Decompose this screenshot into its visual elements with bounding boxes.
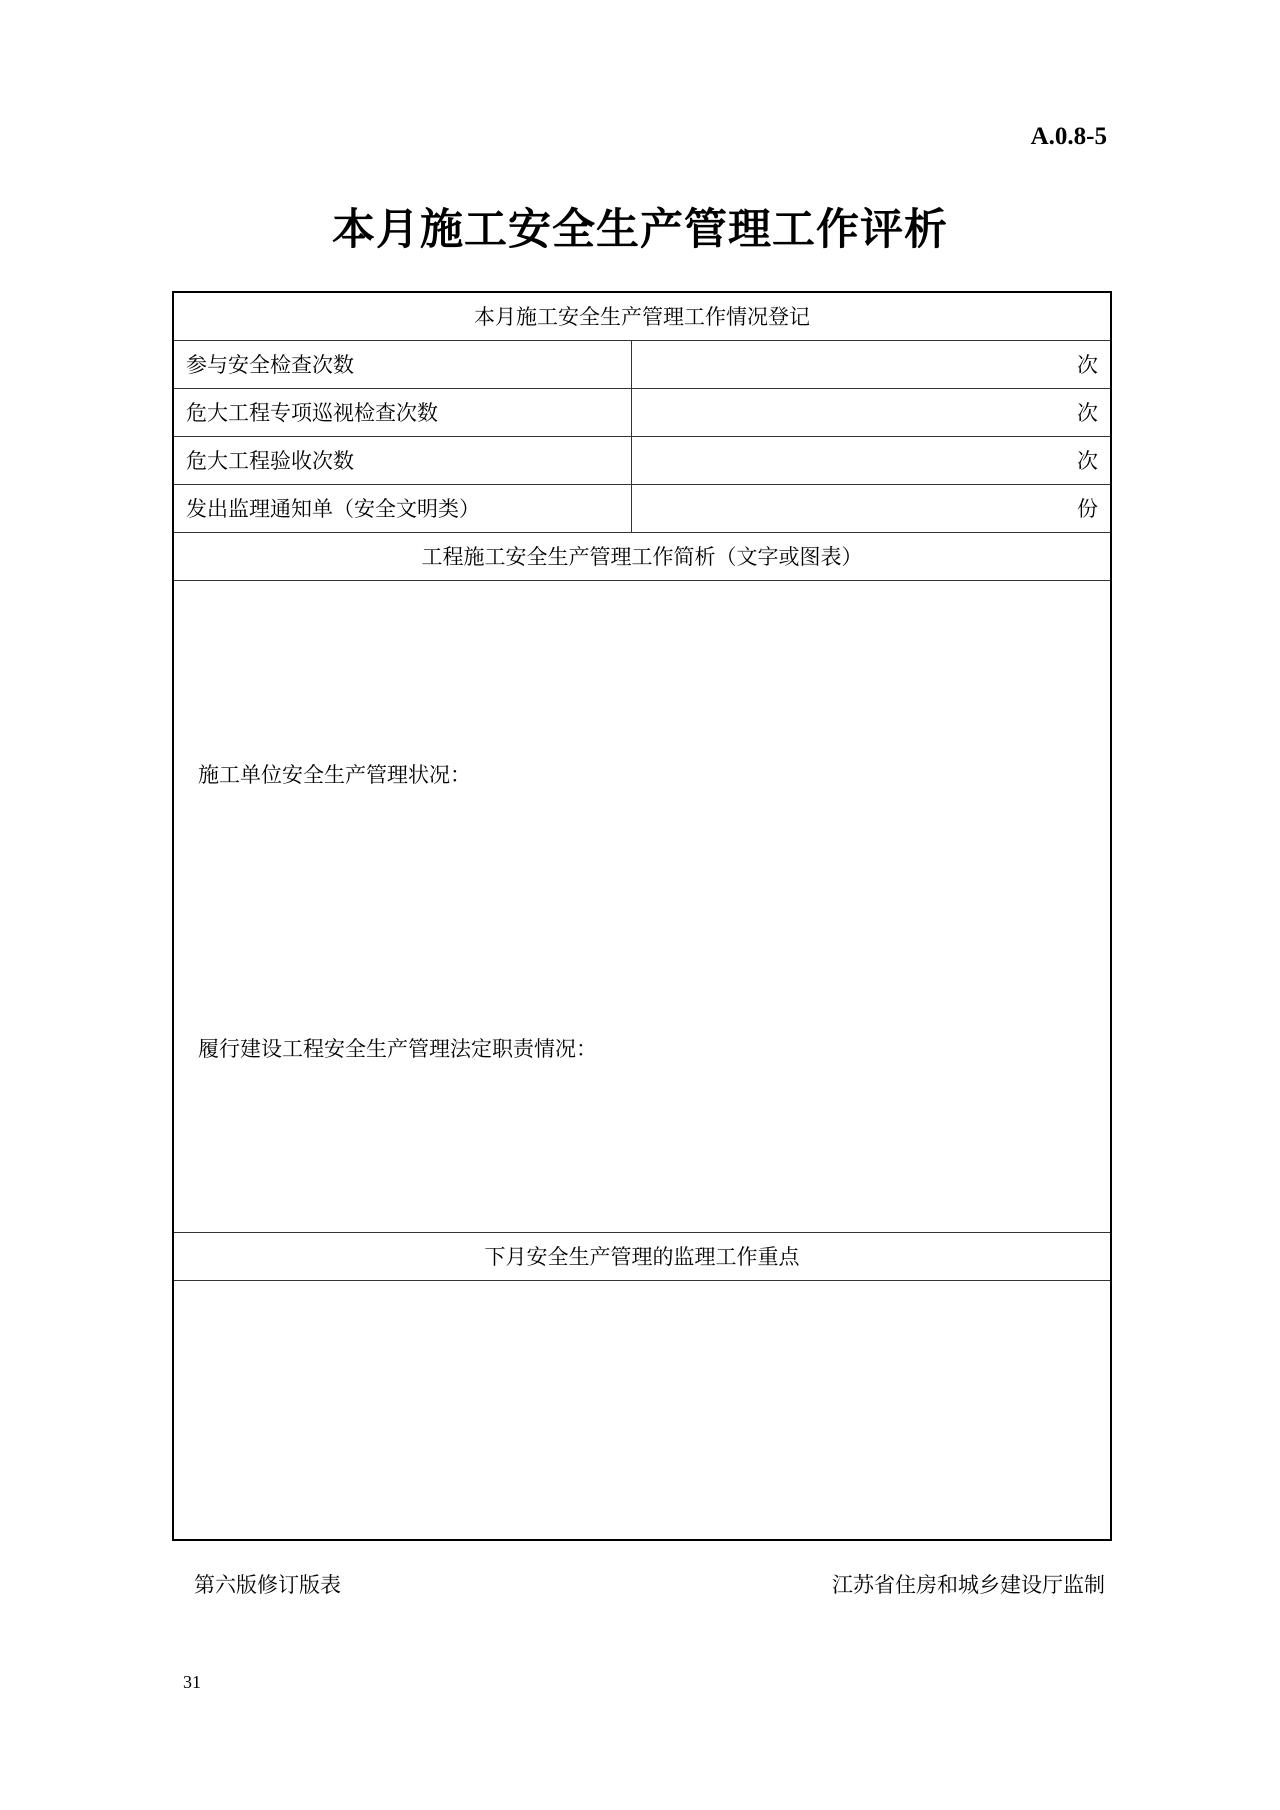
register-row-value-field[interactable]: [631, 340, 1111, 388]
analysis-content-row: [173, 580, 1111, 1232]
form-code: A.0.8-5: [1030, 123, 1107, 150]
contractor-safety-status-label: 施工单位安全生产管理状况：: [198, 763, 471, 787]
register-row-label: 危大工程验收次数: [173, 436, 631, 484]
register-row-value-field[interactable]: [631, 436, 1111, 484]
register-section-header: 本月施工安全生产管理工作情况登记: [173, 292, 1111, 340]
register-row-unit: 份: [1077, 497, 1098, 521]
footer-version: 第六版修订版表: [194, 1573, 341, 1597]
statutory-duty-performance-label: 履行建设工程安全生产管理法定职责情况：: [198, 1037, 597, 1061]
analysis-header-row: [173, 532, 1111, 580]
register-header-row: [173, 292, 1111, 340]
analysis-content-field[interactable]: [173, 580, 1111, 1232]
register-row: [173, 436, 1111, 484]
evaluation-form-table: [172, 291, 1112, 1541]
register-row-value-field[interactable]: [631, 388, 1111, 436]
next-month-header-row: [173, 1232, 1111, 1280]
register-row-value-field[interactable]: [631, 484, 1111, 532]
register-row: [173, 484, 1111, 532]
register-row-label: 危大工程专项巡视检查次数: [173, 388, 631, 436]
next-month-content-row: [173, 1280, 1111, 1540]
register-row-label: 参与安全检查次数: [173, 340, 631, 388]
next-month-section-header: 下月安全生产管理的监理工作重点: [173, 1232, 1111, 1280]
footer-issuer: 江苏省住房和城乡建设厅监制: [832, 1573, 1105, 1597]
contractor-safety-status-space: [186, 789, 1098, 1023]
register-row-unit: 次: [1077, 353, 1098, 377]
register-row: [173, 388, 1111, 436]
register-row: [173, 340, 1111, 388]
next-month-content-field[interactable]: [173, 1280, 1111, 1540]
page-title: 本月施工安全生产管理工作评析: [332, 205, 948, 255]
register-row-unit: 次: [1077, 401, 1098, 425]
register-row-label: 发出监理通知单（安全文明类）: [173, 484, 631, 532]
register-row-unit: 次: [1077, 449, 1098, 473]
page-number: 31: [183, 1672, 201, 1692]
analysis-section-header: 工程施工安全生产管理工作简析（文字或图表）: [173, 532, 1111, 580]
